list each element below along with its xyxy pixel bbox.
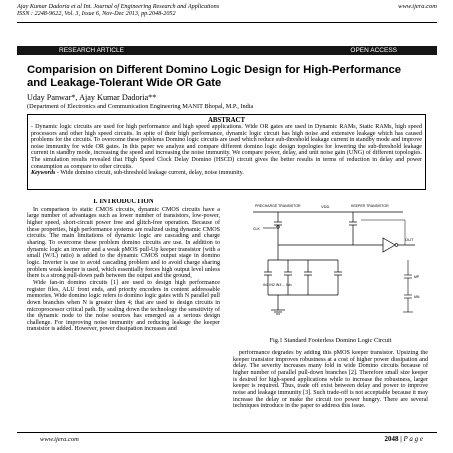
vdd-label: VDD xyxy=(321,204,330,209)
page-label: P a g e xyxy=(403,435,423,443)
page-number-value: 2048 xyxy=(384,435,399,443)
article-type-band xyxy=(17,46,437,55)
footer-url[interactable]: www.ijera.com xyxy=(40,436,79,443)
inputs-label: IN1 IN2 IN3 ... INn xyxy=(263,283,292,287)
header-rule xyxy=(17,22,437,23)
paper-title: Comparision on Different Domino Logic Design for High-Performance and Leakage-Tolerant Wide OR Gate xyxy=(27,64,402,89)
journal-citation: Ajay Kumar Dadoria et al Int. Journal of Engineering Research and Applications xyxy=(17,3,220,10)
header-url[interactable]: www.ijera.com xyxy=(398,3,437,10)
intro-paragraph-1: In comparison to static CMOS circuits, dynamic CMOS circuits have a large number of advantages such as lower number of transistors, low-power, higher speed, short-circuit power free and glitch-free operation. Because of these properties, high performance systems are realized using dynamic CMOS circuits. The main limitations of dynamic logic are cascading and charge sharing. To overcome these problem domino circuits are use. In addition to dynamic logic an inverter and a weak pMOS pull-Up keeper transistor (with a small (W/L) ratio) is added to the dynamic CMOS output stage in domino logic. Inverter is use to avoid cascading problem and to avoid charge sharing problem weak keeper is used, which essentially forces high output level unless there is a strong pull-down path between the output and the ground, xyxy=(27,206,220,280)
mp-label: MP xyxy=(414,275,420,279)
authors: Uday Panwar*, Ajay Kumar Dadoria** xyxy=(27,93,157,102)
abstract-heading: ABSTRACT xyxy=(207,117,245,124)
left-column xyxy=(27,199,220,427)
mn-label: MN xyxy=(414,295,420,299)
open-access-label: OPEN ACCESS xyxy=(350,47,397,54)
research-article-label: RESEARCH ARTICLE xyxy=(59,47,124,54)
clk-label: CLK xyxy=(253,227,260,231)
out-label: OUT xyxy=(405,237,414,242)
issn-line: ISSN : 2248-9622, Vol. 3, Issue 6, Nov-Dec 2013, pp.2048-2052 xyxy=(17,10,176,17)
precharge-label: PRECHARGE TRANSISTOR xyxy=(255,204,301,208)
figure-caption: Fig.1 Standard Footerless Domino Logic Circuit xyxy=(269,337,392,344)
footer-rule xyxy=(17,432,437,433)
abstract-box xyxy=(27,114,426,190)
intro-paragraph-2: Wide fan-in domino circuits [1] are used to design high performance register files, ALU front ends, and priority encoders in content addressable memories. Wide domino logic refers to domino logic gates with N parallel pull down branches when N is greater then 4; that are used to design circuits in microprocessor critical path. By scaling down the technology the sensitivity of the dynamic node to the noise sources has emerged as a serious design challenge. For improving noise immunity and reducing leakage the keeper transistor is added. However, power dissipation increases and xyxy=(27,279,220,333)
section-heading-introduction: I. INTRODUCTION xyxy=(93,199,154,205)
abstract-text: - Dynamic logic circuits are used for high performance and high speed applications. Wide OR gates are used in Dynamic RAMs, Static RAMs, high speed processors and other high speed circuits. In spite of their high performance, dynamic logic circuit has high noise and extensive leakage which has caused problems for the circuits. To overcome these problems Domino logic circuits are used which reduce sub-threshold leakage current in standby mode and improve noise immunity for wide OR gates. In this paper we analyze and compare different domino logic design topologies for lowering the sub-threshold leakage current in standby mode, increasing the speed and increasing the noise immunity. We compare power, delay, and unit noise gain (UNG) of different topologies. The simulation results revealed that High Speed Clock Delay Domino (HSCD) circuit gives the better results in terms of reduction in delay and power consumption as compare to other circuits. xyxy=(31,124,422,170)
right-paragraph: performance degrades by adding this pMOS keeper transistor. Upsizing the keeper transistor improves robustness at a cost of higher power dissipation and delay. The severity increases many fold in wide Domino circuits because of higher number of parallel pull-down branches [2]. Therefore small size keeper is desired for high-speed applications while to increase the robustness, larger keeper is required. Thus, trade off exist between delay and power to improve noise and leakage immunity [3]. Such trade-off is not acceptable because it may increase the delay or make the circuit too power hungry. There are several techniques introduce in the paper to address this issue. xyxy=(233,350,428,410)
keywords-label: Keywords xyxy=(31,170,56,177)
page-number: 2048 | P a g e xyxy=(384,435,423,443)
affiliation: (Department of Electronics and Communication Engineering MANIT Bhopal, M.P., India xyxy=(27,103,254,110)
keywords-text: - Wide domino circuit, sub-threshold leakage current, delay, noise immunity. xyxy=(55,170,244,177)
domino-circuit-figure xyxy=(233,200,428,333)
running-header xyxy=(17,3,437,17)
keywords xyxy=(31,170,422,177)
keeper-label: KEEPER TRANSISTOR xyxy=(351,204,389,208)
right-column xyxy=(233,350,428,428)
